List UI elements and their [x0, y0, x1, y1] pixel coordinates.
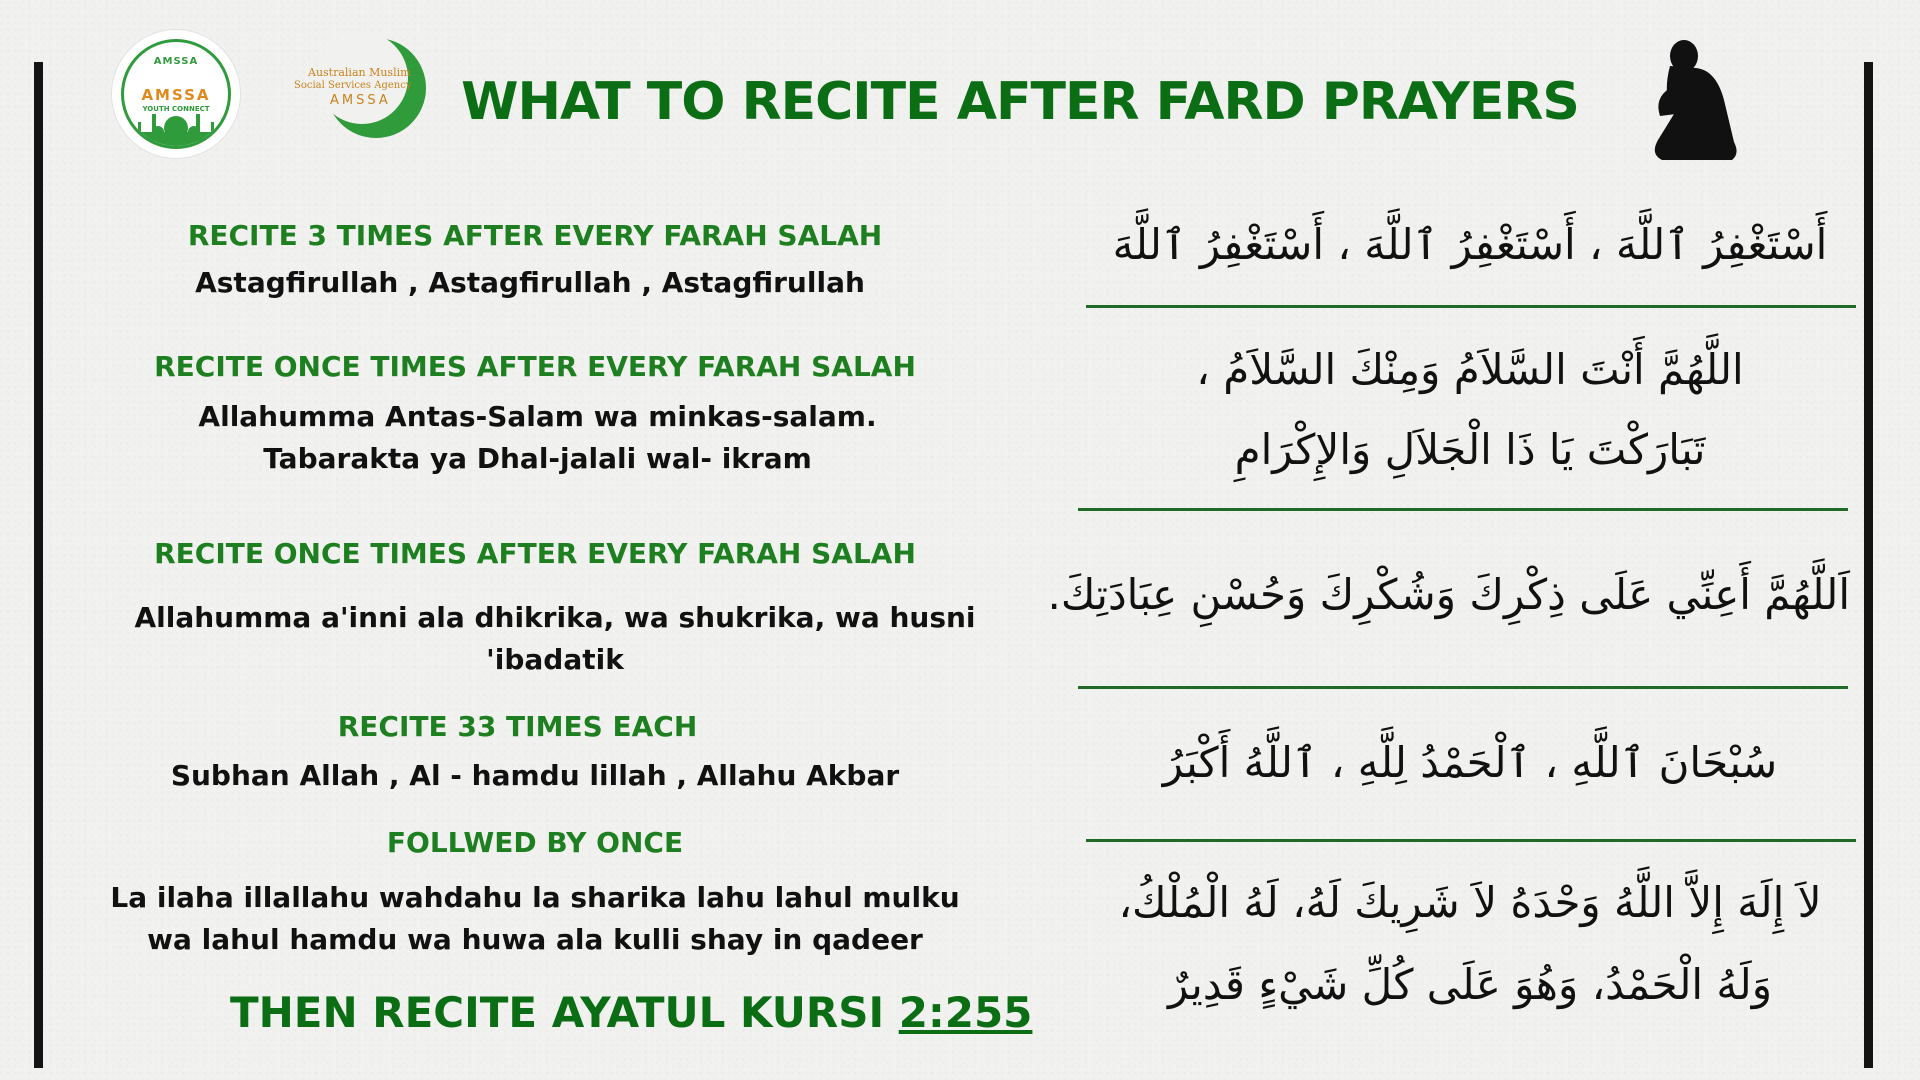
logo-agency-line3: AMSSA	[330, 93, 391, 108]
arabic-block-3: اَللَّهُمَّ أَعِنِّي عَلَى ذِكْرِكَ وَشُكْرِكَ وَحُسْنِ عِبَادَتِكَ.	[1047, 570, 1850, 619]
logo-agency-line1: Australian Muslim	[308, 66, 411, 79]
section-5-label: FOLLWED BY ONCE	[386, 826, 684, 859]
section-3-text: Allahumma a'inni ala dhikrika, wa shukrika, wa husni 'ibadatik	[134, 601, 976, 676]
ayatul-kursi-line	[230, 988, 1033, 1037]
page-title: WHAT TO RECITE AFTER FARD PRAYERS	[461, 72, 1579, 132]
section-3-label: RECITE ONCE TIMES AFTER EVERY FARAH SALAH	[154, 537, 916, 570]
arabic-block-5-line1: لاَ إِلَهَ إِلاَّ اللَّهُ وَحْدَهُ لاَ شَرِيكَ لَهُ، لَهُ الْمُلْكُ،	[1118, 878, 1822, 927]
mosque-skyline-icon	[124, 108, 228, 146]
arabic-block-5-line2: وَلَهُ الْحَمْدُ، وَهُوَ عَلَى كُلِّ شَيْءٍ قَدِيرٌ	[1168, 960, 1772, 1009]
divider-3	[1078, 686, 1848, 689]
ayatul-kursi-reference-link[interactable]: 2:255	[898, 988, 1033, 1037]
arabic-block-4: سُبْحَانَ ٱللَّهِ ، ٱلْحَمْدُ لِلَّهِ ، ٱللَّهُ أَكْبَرُ	[1162, 738, 1778, 787]
amssa-agency-logo	[290, 36, 430, 140]
logo-youth-brand: AMSSA	[141, 86, 211, 104]
section-2-text: Allahumma Antas-Salam wa minkas-salam. Tabarakta ya Dhal-jalali wal- ikram	[198, 400, 877, 475]
arabic-block-2-line1: اللَّهُمَّ أَنْتَ السَّلاَمُ وَمِنْكَ السَّلاَمُ ،	[1196, 345, 1744, 394]
ayatul-kursi-prefix: THEN RECITE AYATUL KURSI	[230, 988, 899, 1037]
divider-1	[1086, 305, 1856, 308]
section-4-label: RECITE 33 TIMES EACH	[337, 710, 698, 743]
logo-youth-sub: YOUTH CONNECT	[142, 105, 210, 113]
section-5-text: La ilaha illallahu wahdahu la sharika lahu lahul mulku wa lahul hamdu wa huwa ala kulli shay in qadeer	[110, 881, 960, 956]
section-4-text: Subhan Allah , Al - hamdu lillah , Allahu Akbar	[170, 759, 900, 792]
logo-youth-top-word: AMSSA	[153, 56, 199, 67]
left-border-bar	[34, 62, 43, 1068]
logo-agency-line2: Social Services Agency	[294, 80, 412, 91]
praying-figure-icon	[1640, 36, 1740, 166]
arabic-block-1: أَسْتَغْفِرُ ٱللَّهَ ، أَسْتَغْفِرُ ٱللَّهَ ، أَسْتَغْفِرُ ٱللَّهَ	[1112, 220, 1828, 269]
section-2-label: RECITE ONCE TIMES AFTER EVERY FARAH SALAH	[154, 350, 916, 383]
divider-4	[1086, 839, 1856, 842]
right-border-bar	[1864, 62, 1873, 1068]
section-1-text: Astagfirullah , Astagfirullah , Astagfirullah	[195, 266, 865, 299]
amssa-youth-connect-logo	[112, 30, 240, 158]
section-1-label: RECITE 3 TIMES AFTER EVERY FARAH SALAH	[187, 219, 883, 252]
divider-2	[1078, 508, 1848, 511]
arabic-block-2-line2: تَبَارَكْتَ يَا ذَا الْجَلاَلِ وَالإِكْرَامِ	[1234, 425, 1706, 474]
